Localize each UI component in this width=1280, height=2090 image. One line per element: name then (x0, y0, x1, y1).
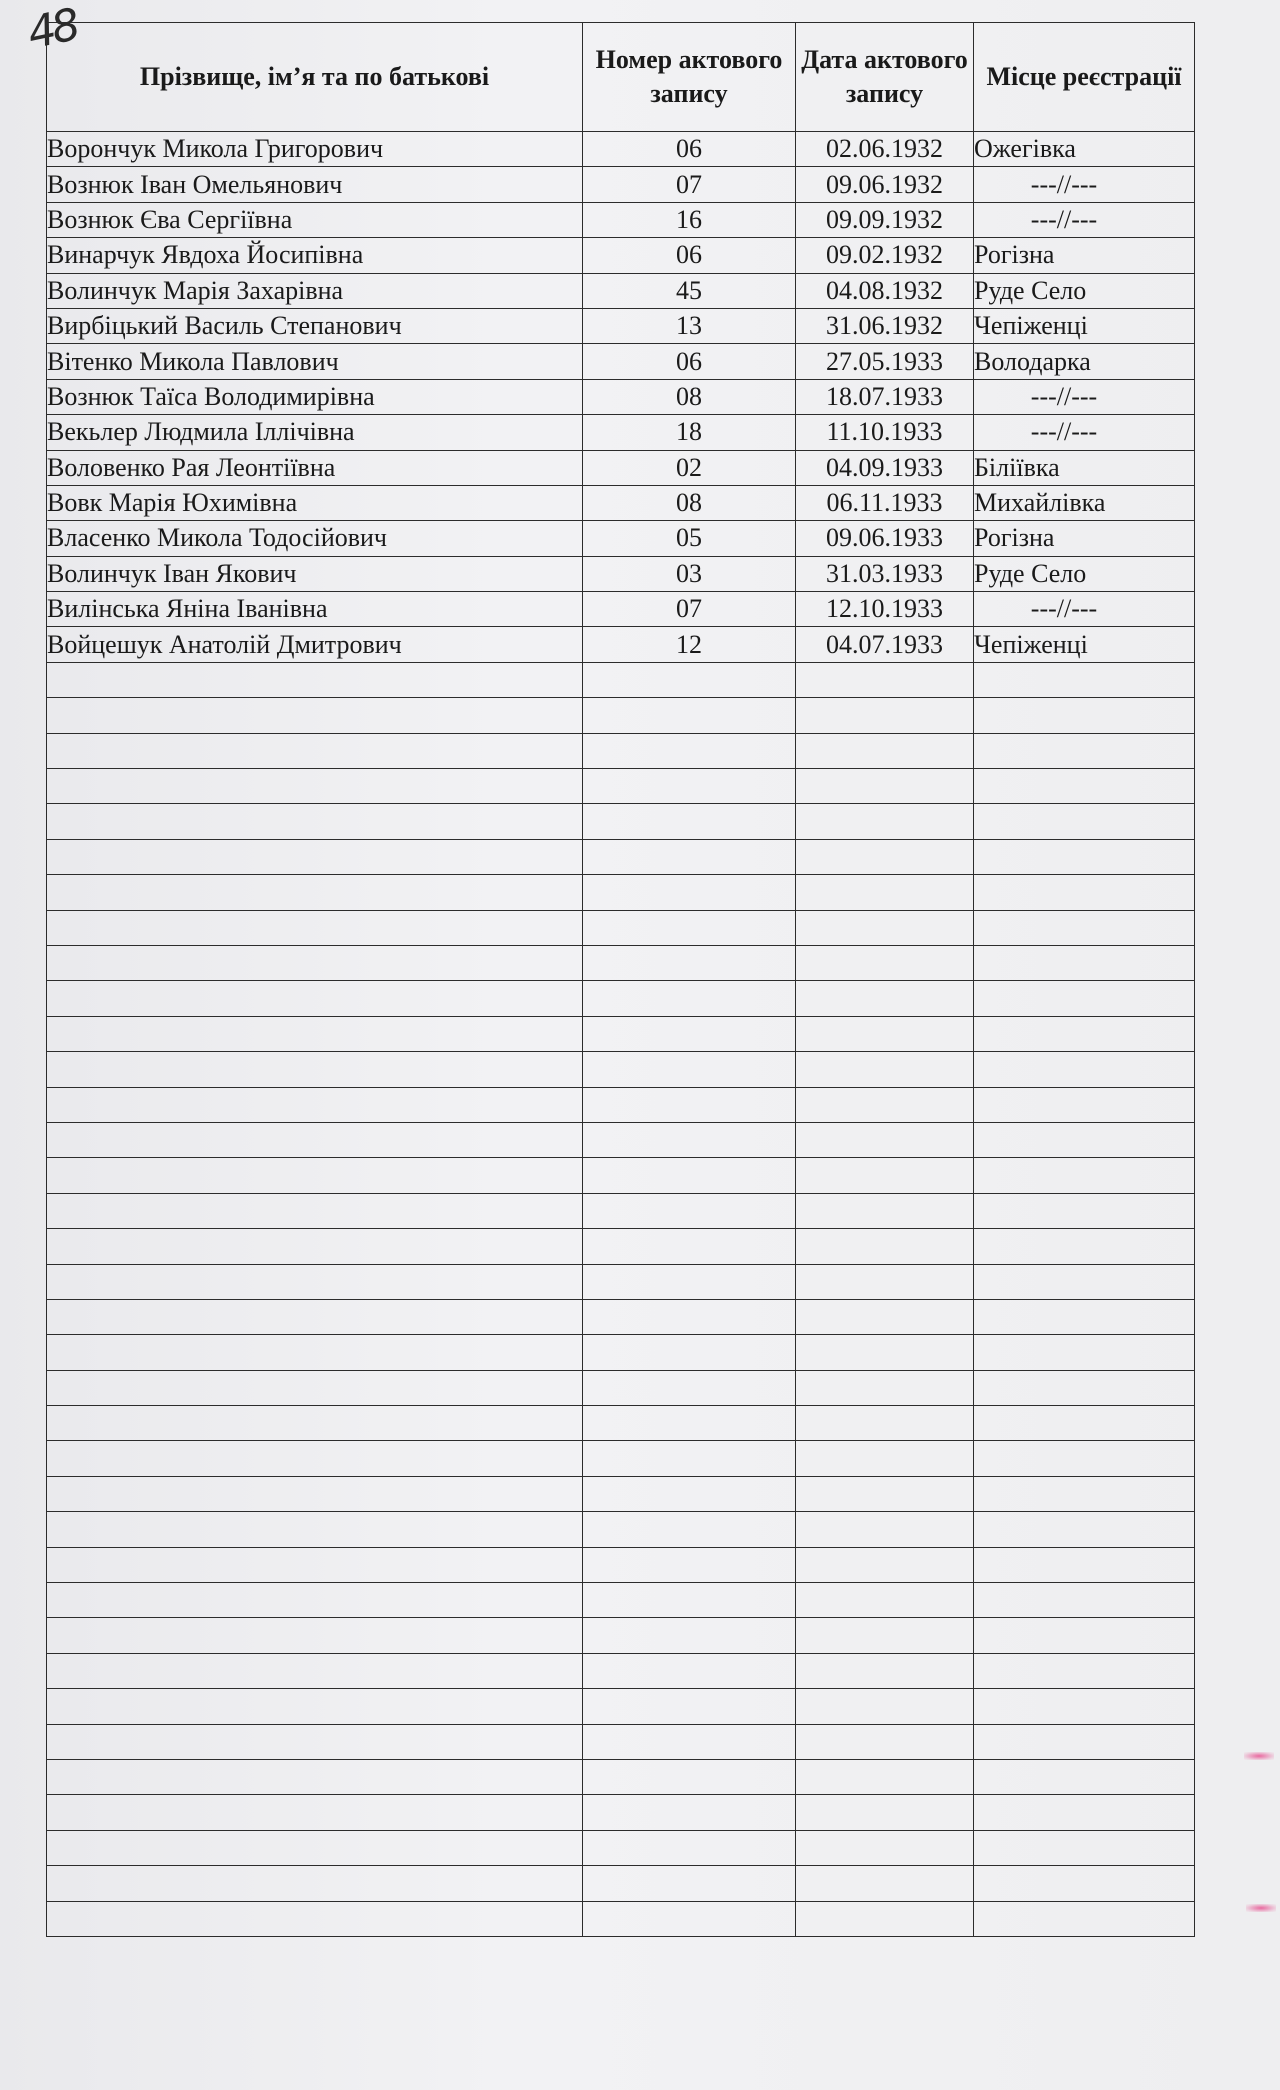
empty-cell (583, 1335, 796, 1370)
empty-cell (583, 945, 796, 980)
cell-name: Вознюк Єва Сергіївна (47, 202, 583, 237)
empty-cell (974, 1052, 1195, 1087)
cell-record-date: 27.05.1933 (796, 344, 974, 379)
cell-record-date: 09.06.1932 (796, 167, 974, 202)
empty-cell (974, 839, 1195, 874)
empty-table-row (47, 1193, 1195, 1228)
table-row (47, 415, 1195, 450)
cell-record-number: 08 (583, 379, 796, 414)
empty-cell (47, 1795, 583, 1830)
cell-place: ---//--- (974, 592, 1195, 627)
cell-name: Вилінська Яніна Іванівна (47, 592, 583, 627)
empty-cell (47, 1512, 583, 1547)
cell-name: Войцешук Анатолій Дмитрович (47, 627, 583, 662)
empty-cell (583, 662, 796, 697)
empty-table-row (47, 1229, 1195, 1264)
empty-cell (47, 1547, 583, 1582)
empty-table-row (47, 1052, 1195, 1087)
empty-table-row (47, 910, 1195, 945)
empty-cell (583, 1229, 796, 1264)
empty-cell (583, 1583, 796, 1618)
empty-cell (796, 769, 974, 804)
cell-name: Волинчук Іван Якович (47, 556, 583, 591)
empty-cell (47, 662, 583, 697)
empty-cell (583, 1547, 796, 1582)
empty-cell (974, 875, 1195, 910)
empty-cell (47, 839, 583, 874)
empty-cell (974, 910, 1195, 945)
empty-cell (583, 1866, 796, 1901)
empty-cell (796, 804, 974, 839)
pink-stain-mark (1244, 1752, 1274, 1760)
table-row (47, 167, 1195, 202)
empty-table-row (47, 1724, 1195, 1759)
empty-cell (583, 769, 796, 804)
empty-cell (583, 1759, 796, 1794)
empty-cell (583, 1795, 796, 1830)
table-row (47, 379, 1195, 414)
cell-record-date: 12.10.1933 (796, 592, 974, 627)
cell-place: Руде Село (974, 556, 1195, 591)
empty-cell (583, 1193, 796, 1228)
empty-cell (974, 1158, 1195, 1193)
empty-table-row (47, 945, 1195, 980)
cell-record-number: 18 (583, 415, 796, 450)
empty-cell (47, 1193, 583, 1228)
table-row (47, 344, 1195, 379)
empty-table-row (47, 1653, 1195, 1688)
empty-cell (796, 1441, 974, 1476)
empty-cell (974, 1264, 1195, 1299)
empty-table-row (47, 1547, 1195, 1582)
cell-name: Вирбіцький Василь Степанович (47, 308, 583, 343)
empty-table-row (47, 1158, 1195, 1193)
empty-cell (974, 1512, 1195, 1547)
empty-cell (796, 698, 974, 733)
empty-cell (47, 1901, 583, 1936)
empty-table-row (47, 1122, 1195, 1157)
table-row (47, 485, 1195, 520)
empty-cell (796, 1547, 974, 1582)
cell-place: Володарка (974, 344, 1195, 379)
empty-cell (583, 1689, 796, 1724)
empty-cell (47, 1653, 583, 1688)
empty-cell (796, 1370, 974, 1405)
empty-cell (974, 1583, 1195, 1618)
empty-cell (583, 1476, 796, 1511)
empty-cell (974, 1016, 1195, 1051)
cell-place: Рогізна (974, 521, 1195, 556)
empty-cell (47, 1689, 583, 1724)
empty-cell (974, 1476, 1195, 1511)
cell-record-number: 06 (583, 344, 796, 379)
empty-cell (796, 1653, 974, 1688)
empty-cell (47, 910, 583, 945)
table-row (47, 308, 1195, 343)
cell-place: Ожегівка (974, 132, 1195, 167)
empty-cell (974, 1830, 1195, 1865)
cell-record-number: 03 (583, 556, 796, 591)
empty-cell (974, 1759, 1195, 1794)
empty-cell (796, 1759, 974, 1794)
empty-cell (583, 1052, 796, 1087)
header-record-date: Дата актового запису (796, 23, 974, 132)
cell-place: ---//--- (974, 379, 1195, 414)
header-name: Прізвище, ім’я та по батькові (47, 23, 583, 132)
empty-table-row (47, 1370, 1195, 1405)
cell-record-number: 06 (583, 132, 796, 167)
empty-cell (974, 945, 1195, 980)
empty-cell (583, 1158, 796, 1193)
empty-cell (47, 1122, 583, 1157)
empty-cell (974, 1901, 1195, 1936)
cell-place: Чепіженці (974, 627, 1195, 662)
empty-cell (796, 1583, 974, 1618)
cell-record-number: 16 (583, 202, 796, 237)
empty-table-row (47, 1901, 1195, 1936)
empty-cell (47, 1016, 583, 1051)
empty-cell (974, 662, 1195, 697)
table-row (47, 521, 1195, 556)
empty-cell (583, 1901, 796, 1936)
cell-place: Михайлівка (974, 485, 1195, 520)
cell-record-date: 02.06.1932 (796, 132, 974, 167)
empty-cell (796, 910, 974, 945)
header-place: Місце реєстрації (974, 23, 1195, 132)
empty-cell (974, 1087, 1195, 1122)
empty-cell (47, 1830, 583, 1865)
empty-cell (47, 981, 583, 1016)
pink-stain-mark (1246, 1904, 1276, 1912)
empty-cell (47, 1335, 583, 1370)
cell-record-date: 09.02.1932 (796, 238, 974, 273)
empty-cell (974, 1122, 1195, 1157)
cell-record-date: 31.06.1932 (796, 308, 974, 343)
empty-cell (796, 733, 974, 768)
cell-name: Воловенко Рая Леонтіївна (47, 450, 583, 485)
empty-table-row (47, 1759, 1195, 1794)
cell-place: Руде Село (974, 273, 1195, 308)
empty-cell (974, 981, 1195, 1016)
empty-cell (796, 1830, 974, 1865)
cell-record-date: 31.03.1933 (796, 556, 974, 591)
empty-cell (796, 1335, 974, 1370)
table-row (47, 556, 1195, 591)
cell-record-number: 45 (583, 273, 796, 308)
empty-cell (974, 1406, 1195, 1441)
empty-table-row (47, 1583, 1195, 1618)
empty-cell (583, 910, 796, 945)
empty-cell (583, 733, 796, 768)
cell-name: Ворончук Микола Григорович (47, 132, 583, 167)
empty-cell (47, 1158, 583, 1193)
empty-cell (583, 1370, 796, 1405)
table-row (47, 238, 1195, 273)
empty-cell (974, 1724, 1195, 1759)
empty-cell (796, 1689, 974, 1724)
empty-cell (583, 1653, 796, 1688)
empty-table-row (47, 1689, 1195, 1724)
cell-place: ---//--- (974, 167, 1195, 202)
cell-record-number: 07 (583, 167, 796, 202)
empty-table-row (47, 839, 1195, 874)
empty-cell (47, 1087, 583, 1122)
empty-cell (47, 875, 583, 910)
empty-cell (47, 1441, 583, 1476)
cell-record-date: 09.06.1933 (796, 521, 974, 556)
empty-table-row (47, 698, 1195, 733)
table-body (47, 132, 1195, 1937)
empty-cell (974, 1193, 1195, 1228)
cell-record-date: 06.11.1933 (796, 485, 974, 520)
cell-record-date: 04.09.1933 (796, 450, 974, 485)
empty-cell (796, 1158, 974, 1193)
cell-record-date: 18.07.1933 (796, 379, 974, 414)
empty-cell (974, 1653, 1195, 1688)
empty-cell (583, 839, 796, 874)
empty-table-row (47, 1299, 1195, 1334)
empty-cell (796, 1476, 974, 1511)
empty-cell (974, 1795, 1195, 1830)
empty-cell (47, 1618, 583, 1653)
empty-table-row (47, 1476, 1195, 1511)
cell-record-date: 04.07.1933 (796, 627, 974, 662)
empty-cell (47, 1759, 583, 1794)
cell-name: Винарчук Явдоха Йосипівна (47, 238, 583, 273)
empty-cell (583, 1830, 796, 1865)
empty-cell (47, 1299, 583, 1334)
empty-cell (583, 698, 796, 733)
empty-cell (974, 733, 1195, 768)
empty-table-row (47, 1406, 1195, 1441)
cell-record-date: 09.09.1932 (796, 202, 974, 237)
empty-cell (47, 1476, 583, 1511)
empty-cell (796, 1193, 974, 1228)
empty-cell (796, 1901, 974, 1936)
empty-cell (47, 1724, 583, 1759)
empty-cell (47, 804, 583, 839)
cell-place: ---//--- (974, 415, 1195, 450)
cell-place: Чепіженці (974, 308, 1195, 343)
empty-table-row (47, 1795, 1195, 1830)
empty-cell (974, 1335, 1195, 1370)
cell-place: ---//--- (974, 202, 1195, 237)
empty-cell (796, 1512, 974, 1547)
handwritten-page-number: 48 (23, 0, 81, 60)
header-record-number: Номер актового запису (583, 23, 796, 132)
cell-name: Вознюк Іван Омельянович (47, 167, 583, 202)
empty-cell (796, 1795, 974, 1830)
empty-table-row (47, 1264, 1195, 1299)
table-header-row (47, 23, 1195, 132)
empty-table-row (47, 804, 1195, 839)
empty-table-row (47, 769, 1195, 804)
empty-cell (47, 945, 583, 980)
cell-record-date: 04.08.1932 (796, 273, 974, 308)
empty-cell (47, 1583, 583, 1618)
table-row (47, 273, 1195, 308)
empty-cell (796, 1122, 974, 1157)
empty-cell (583, 804, 796, 839)
empty-cell (583, 1016, 796, 1051)
cell-name: Вітенко Микола Павлович (47, 344, 583, 379)
cell-record-number: 07 (583, 592, 796, 627)
empty-cell (796, 1618, 974, 1653)
empty-cell (47, 698, 583, 733)
cell-name: Вознюк Таїса Володимирівна (47, 379, 583, 414)
empty-cell (583, 1441, 796, 1476)
empty-cell (796, 1299, 974, 1334)
empty-cell (583, 1087, 796, 1122)
empty-table-row (47, 1087, 1195, 1122)
empty-cell (796, 1724, 974, 1759)
empty-cell (583, 1264, 796, 1299)
empty-table-row (47, 981, 1195, 1016)
empty-table-row (47, 875, 1195, 910)
cell-name: Вовк Марія Юхимівна (47, 485, 583, 520)
empty-cell (974, 1866, 1195, 1901)
empty-cell (974, 769, 1195, 804)
empty-cell (974, 804, 1195, 839)
cell-record-number: 05 (583, 521, 796, 556)
empty-cell (583, 1618, 796, 1653)
empty-cell (47, 1229, 583, 1264)
empty-cell (796, 1264, 974, 1299)
cell-record-number: 02 (583, 450, 796, 485)
empty-cell (796, 875, 974, 910)
empty-cell (583, 981, 796, 1016)
empty-cell (796, 1406, 974, 1441)
cell-place: Біліївка (974, 450, 1195, 485)
empty-cell (796, 1866, 974, 1901)
empty-cell (583, 1122, 796, 1157)
empty-table-row (47, 1866, 1195, 1901)
empty-table-row (47, 1016, 1195, 1051)
table-row (47, 202, 1195, 237)
empty-cell (796, 1229, 974, 1264)
empty-cell (47, 1406, 583, 1441)
empty-cell (47, 733, 583, 768)
empty-cell (583, 1512, 796, 1547)
empty-table-row (47, 1441, 1195, 1476)
empty-table-row (47, 662, 1195, 697)
empty-cell (47, 1370, 583, 1405)
cell-record-number: 06 (583, 238, 796, 273)
empty-cell (974, 1689, 1195, 1724)
registration-table (46, 22, 1195, 1937)
empty-cell (47, 1866, 583, 1901)
empty-cell (974, 1618, 1195, 1653)
empty-cell (583, 1724, 796, 1759)
empty-cell (796, 1052, 974, 1087)
empty-table-row (47, 1512, 1195, 1547)
empty-cell (796, 981, 974, 1016)
table-row (47, 592, 1195, 627)
cell-record-number: 12 (583, 627, 796, 662)
empty-cell (583, 875, 796, 910)
empty-cell (796, 839, 974, 874)
cell-name: Векьлер Людмила Іллічівна (47, 415, 583, 450)
empty-cell (796, 1087, 974, 1122)
empty-cell (974, 1547, 1195, 1582)
empty-cell (47, 769, 583, 804)
empty-cell (974, 698, 1195, 733)
cell-name: Власенко Микола Тодосійович (47, 521, 583, 556)
table-row (47, 627, 1195, 662)
cell-record-date: 11.10.1933 (796, 415, 974, 450)
empty-cell (47, 1052, 583, 1087)
empty-cell (974, 1370, 1195, 1405)
empty-table-row (47, 1335, 1195, 1370)
cell-record-number: 13 (583, 308, 796, 343)
empty-cell (583, 1406, 796, 1441)
empty-cell (796, 1016, 974, 1051)
empty-cell (974, 1229, 1195, 1264)
cell-record-number: 08 (583, 485, 796, 520)
empty-cell (796, 945, 974, 980)
table-row (47, 450, 1195, 485)
empty-table-row (47, 1618, 1195, 1653)
empty-table-row (47, 1830, 1195, 1865)
empty-cell (974, 1299, 1195, 1334)
cell-name: Волинчук Марія Захарівна (47, 273, 583, 308)
empty-cell (796, 662, 974, 697)
empty-cell (47, 1264, 583, 1299)
empty-cell (583, 1299, 796, 1334)
cell-place: Рогізна (974, 238, 1195, 273)
empty-cell (974, 1441, 1195, 1476)
empty-table-row (47, 733, 1195, 768)
table-row (47, 132, 1195, 167)
